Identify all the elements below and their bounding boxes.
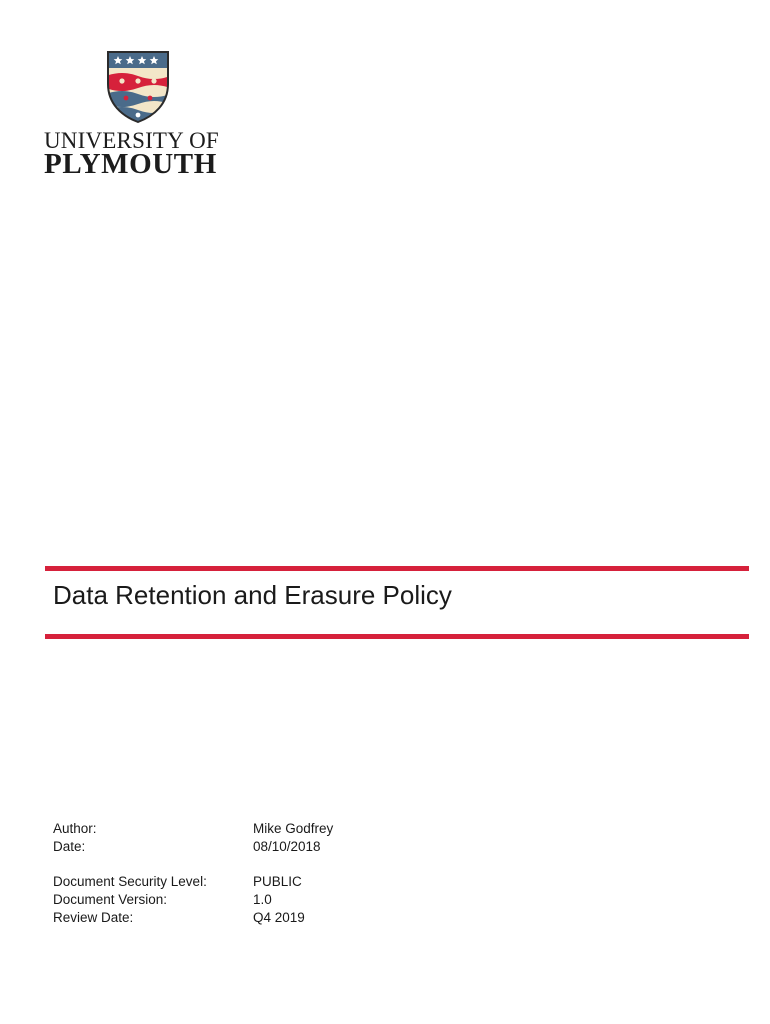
- crest-icon: [106, 50, 170, 124]
- logo-wordmark-line1: UNIVERSITY OF: [44, 128, 219, 153]
- university-logo: [44, 50, 244, 180]
- meta-row-author: [53, 820, 473, 838]
- version-label: Document Version:: [53, 892, 168, 907]
- date-label: Date:: [53, 839, 86, 854]
- version-value: 1.0: [253, 892, 272, 907]
- meta-row-version: [53, 891, 473, 909]
- document-metadata: [53, 820, 473, 927]
- author-value: Mike Godfrey: [253, 821, 334, 836]
- meta-row-date: [53, 838, 473, 856]
- meta-row-security-level: [53, 873, 473, 891]
- title-top-divider: [45, 566, 749, 571]
- meta-row-review-date: [53, 909, 473, 927]
- review-date-value: Q4 2019: [253, 910, 305, 925]
- date-value: 08/10/2018: [253, 839, 321, 854]
- logo-wordmark-line2: PLYMOUTH: [44, 148, 217, 180]
- title-bottom-divider: [45, 634, 749, 639]
- security-level-value: PUBLIC: [253, 874, 302, 889]
- author-label: Author:: [53, 821, 97, 836]
- security-level-label: Document Security Level:: [53, 874, 207, 889]
- review-date-label: Review Date:: [53, 910, 134, 925]
- document-title: Data Retention and Erasure Policy: [53, 580, 452, 610]
